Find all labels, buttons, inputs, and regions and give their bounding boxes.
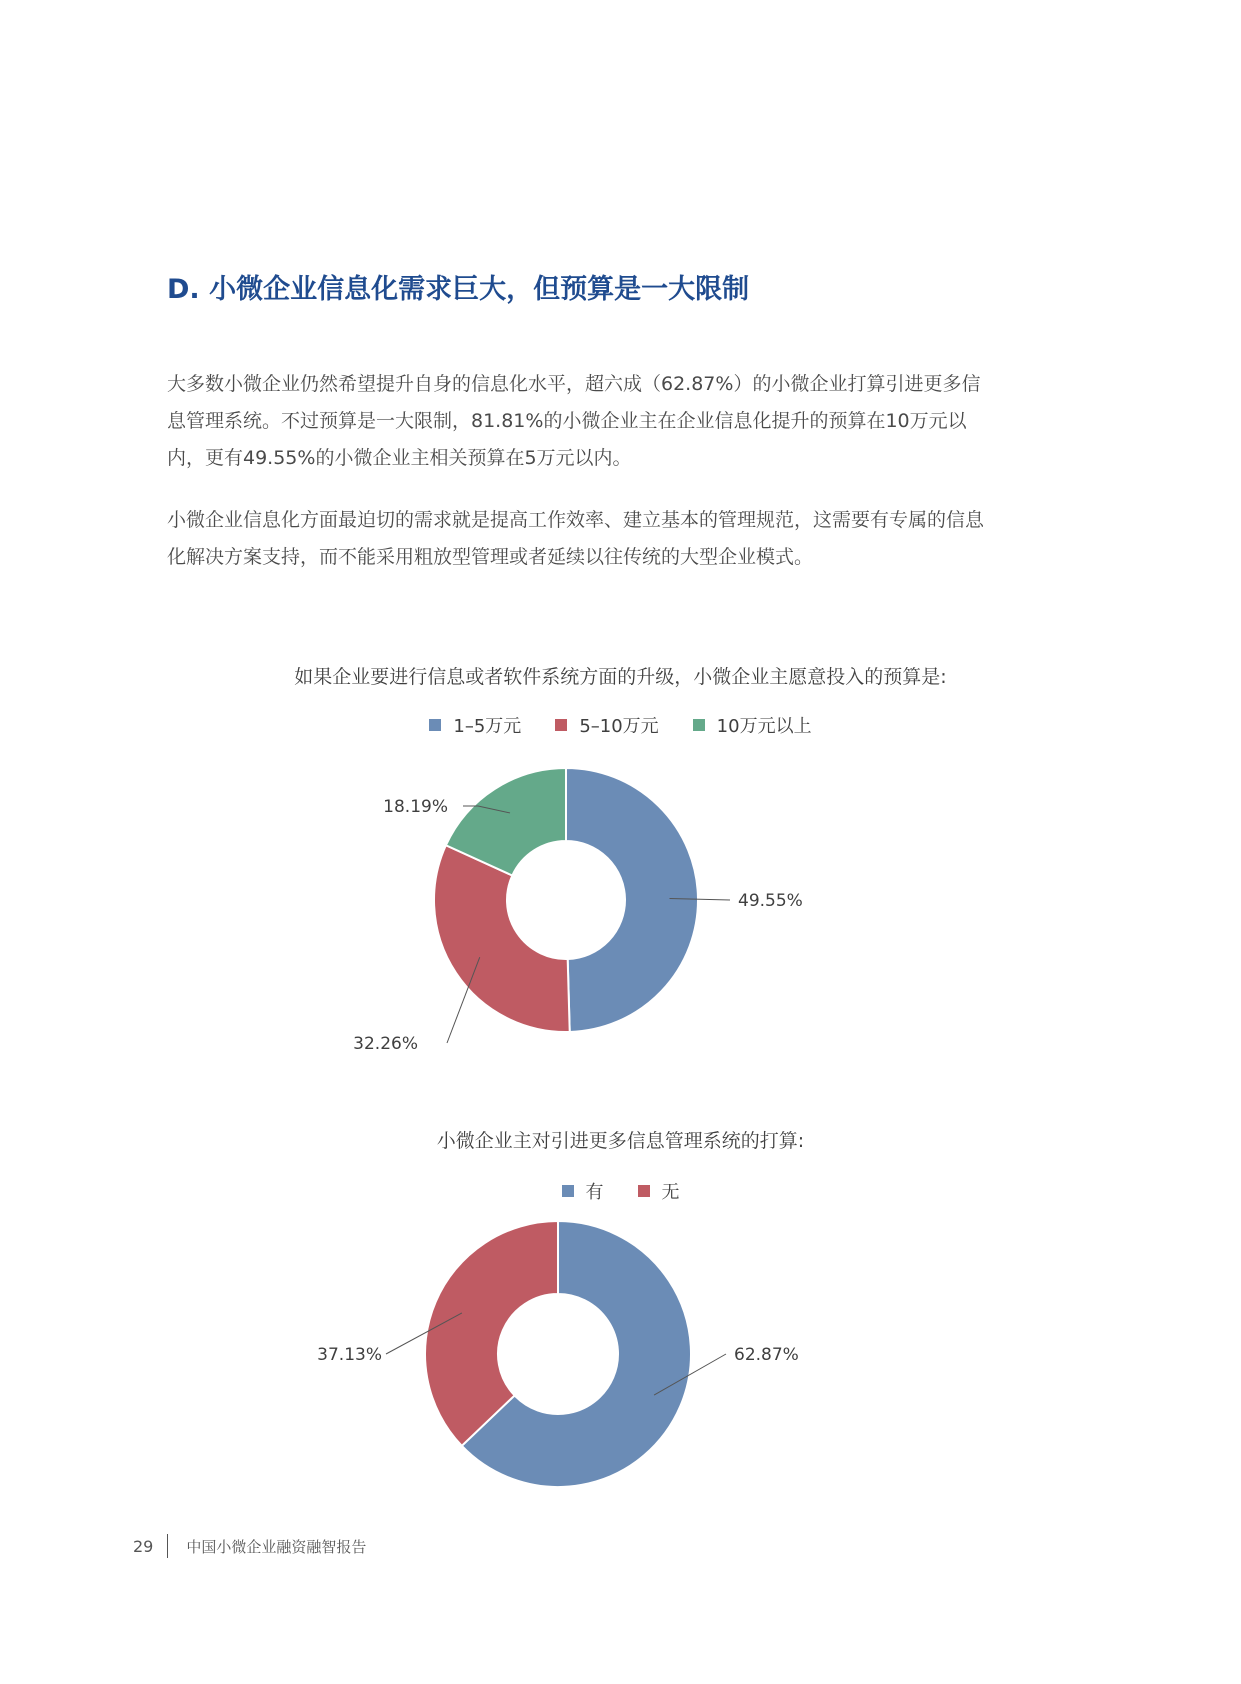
legend-label-no: 无 [661,1182,680,1203]
page-number: 29 [133,1536,154,1556]
data-label-yes: 62.87% [734,1345,799,1365]
legend-label-10-plus: 10万元以上 [716,716,812,737]
data-label-5-10: 32.26% [353,1034,418,1054]
legend-swatch-no [638,1185,650,1197]
legend-swatch-5-10 [555,719,567,731]
data-label-no: 37.13% [317,1345,382,1365]
data-label-10-plus: 18.19% [383,797,448,817]
section-heading: D. 小微企业信息化需求巨大，但预算是一大限制 [167,274,750,305]
page-footer [133,1533,366,1559]
legend-item-1-5 [429,712,521,738]
legend-item-10-plus [693,712,812,738]
chart-1-legend [0,712,1241,738]
paragraph-2: 小微企业信息化方面最迫切的需求就是提高工作效率、建立基本的管理规范，这需要有专属的信息化解决方案支持，而不能采用粗放型管理或者延续以往传统的大型企业模式。 [167,509,985,568]
paragraph-1: 大多数小微企业仍然希望提升自身的信息化水平，超六成（62.87%）的小微企业打算引进更多信息管理系统。不过预算是一大限制，81.81%的小微企业主在企业信息化提升的预算在10万元以内，更有49.55%的小微企业主相关预算在5万元以内。 [167,373,981,469]
chart-2-title: 小微企业主对引进更多信息管理系统的打算: [436,1130,805,1152]
slice-5-10 [434,845,570,1032]
legend-label-5-10: 5–10万元 [579,716,659,737]
report-title: 中国小微企业融资融智报告 [186,1537,367,1556]
legend-label-1-5: 1–5万元 [453,716,522,737]
legend-item-no [638,1178,680,1204]
chart-1-title: 如果企业要进行信息或者软件系统方面的升级，小微企业主愿意投入的预算是: [294,666,947,688]
budget-donut-chart [0,760,1241,1060]
legend-label-yes: 有 [585,1182,604,1203]
legend-item-yes [562,1178,604,1204]
legend-swatch-1-5 [429,719,441,731]
legend-swatch-yes [562,1185,574,1197]
slice-1-5 [566,768,698,1032]
legend-item-5-10 [555,712,658,738]
system-plan-donut-chart [0,1220,1241,1520]
data-label-1-5: 49.55% [738,891,803,911]
legend-swatch-10-plus [693,719,705,731]
footer-divider [167,1534,168,1558]
chart-2-legend [0,1178,1241,1204]
